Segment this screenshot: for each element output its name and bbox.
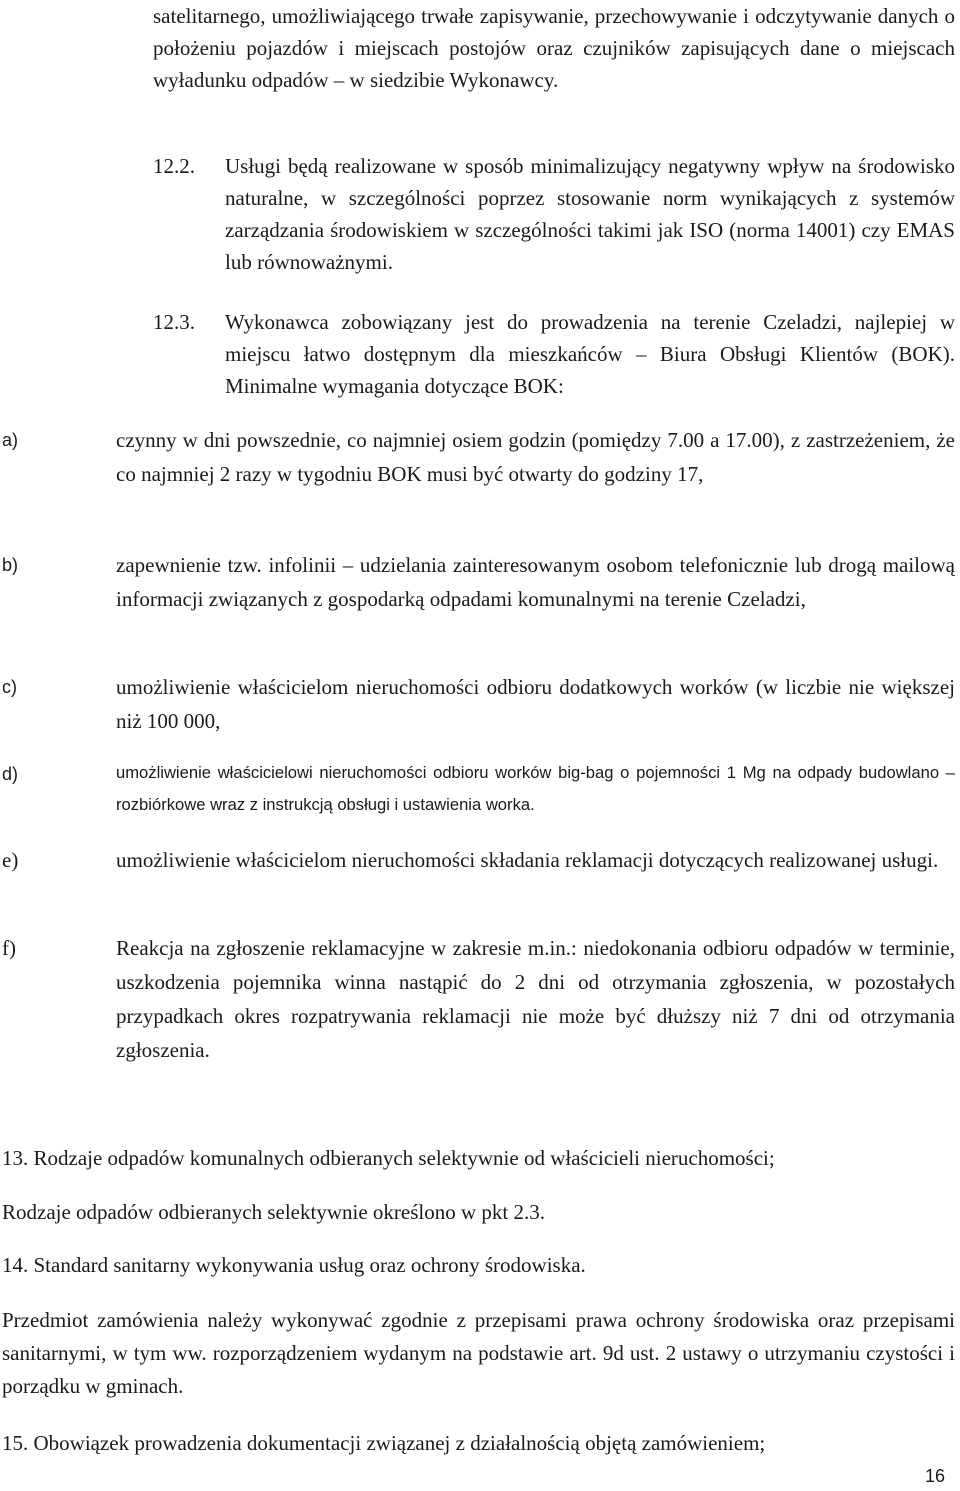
heading-section-13: 13. Rodzaje odpadów komunalnych odbieranych selektywnie od właścicieli nieruchomości; — [2, 1146, 775, 1170]
section-13-text: Rodzaje odpadów odbieranych selektywnie określono w pkt 2.3. — [2, 1200, 545, 1224]
list-item-a — [0, 423, 955, 491]
list-item-c — [0, 670, 955, 738]
page-number: 16 — [925, 1466, 946, 1486]
list-marker: a) — [2, 430, 19, 450]
list-marker: c) — [2, 677, 17, 697]
section-number: 12.2. — [153, 154, 195, 178]
list-item-e — [0, 843, 955, 877]
list-item-text: umożliwienie właścicielom nieruchomości odbioru dodatkowych worków (w liczbie nie większej niż 100 000, — [116, 675, 955, 733]
list-item-text: zapewnienie tzw. infolinii – udzielania zainteresowanym osobom telefonicznie lub drogą mailową informacji związanych z gospodarką odpadami komunalnymi na terenie Czeladzi, — [116, 553, 955, 611]
list-marker: f) — [2, 936, 16, 960]
list-item-text: Reakcja na zgłoszenie reklamacyjne w zakresie m.in.: niedokonania odbioru odpadów w terminie, uszkodzenia pojemnika winna nastąpić do 2 dni od otrzymania zgłoszenia, w pozostałych przypadkach okres rozpatrywania reklamacji nie może być dłuższy niż 7 dni od otrzymania zgłoszenia. — [116, 936, 955, 1062]
list-item-text: umożliwienie właścicielowi nieruchomości odbioru worków big-bag o pojemności 1 Mg na odpady budowlano – rozbiórkowe wraz z instrukcją obsługi i ustawienia worka. — [116, 763, 955, 814]
heading-section-15: 15. Obowiązek prowadzenia dokumentacji związanej z działalnością objętą zamówieniem; — [2, 1431, 766, 1455]
intro-paragraph: satelitarnego, umożliwiającego trwałe zapisywanie, przechowywanie i odczytywanie danych o położeniu pojazdów i miejscach postojów oraz czujników zapisujących dane o miejscach wyładunku odpadów – w siedzibie Wykonawcy. — [153, 4, 955, 92]
list-marker: e) — [2, 848, 19, 872]
list-item-f — [0, 931, 955, 1067]
list-item-text: czynny w dni powszednie, co najmniej osiem godzin (pomiędzy 7.00 a 17.00), z zastrzeżeniem, że co najmniej 2 razy w tygodniu BOK musi być otwarty do godziny 17, — [116, 428, 955, 486]
list-item-text: umożliwienie właścicielom nieruchomości składania reklamacji dotyczących realizowanej usługi. — [116, 848, 939, 872]
section-14-text: Przedmiot zamówienia należy wykonywać zgodnie z przepisami prawa ochrony środowiska oraz przepisami sanitarnymi, w tym ww. rozporządzeniem wydanym na podstawie art. 9d ust. 2 ustawy o utrzymaniu czystości i porządku w gminach. — [2, 1308, 955, 1398]
section-12-2 — [153, 150, 955, 278]
section-text: Wykonawca zobowiązany jest do prowadzenia na terenie Czeladzi, najlepiej w miejscu łatwo dostępnym dla mieszkańców – Biura Obsługi Klientów (BOK). Minimalne wymagania dotyczące BOK: — [225, 310, 955, 398]
section-12-3 — [153, 306, 955, 402]
list-marker: d) — [2, 764, 19, 784]
section-number: 12.3. — [153, 310, 195, 334]
heading-section-14: 14. Standard sanitarny wykonywania usług oraz ochrony środowiska. — [2, 1253, 586, 1277]
list-item-d — [0, 757, 955, 821]
list-item-b — [0, 548, 955, 616]
list-marker: b) — [2, 555, 19, 575]
section-text: Usługi będą realizowane w sposób minimalizujący negatywny wpływ na środowisko naturalne, w szczególności poprzez stosowanie norm wynikających z systemów zarządzania środowiskiem w szczególności takimi jak ISO (norma 14001) czy EMAS lub równoważnymi. — [225, 154, 955, 274]
